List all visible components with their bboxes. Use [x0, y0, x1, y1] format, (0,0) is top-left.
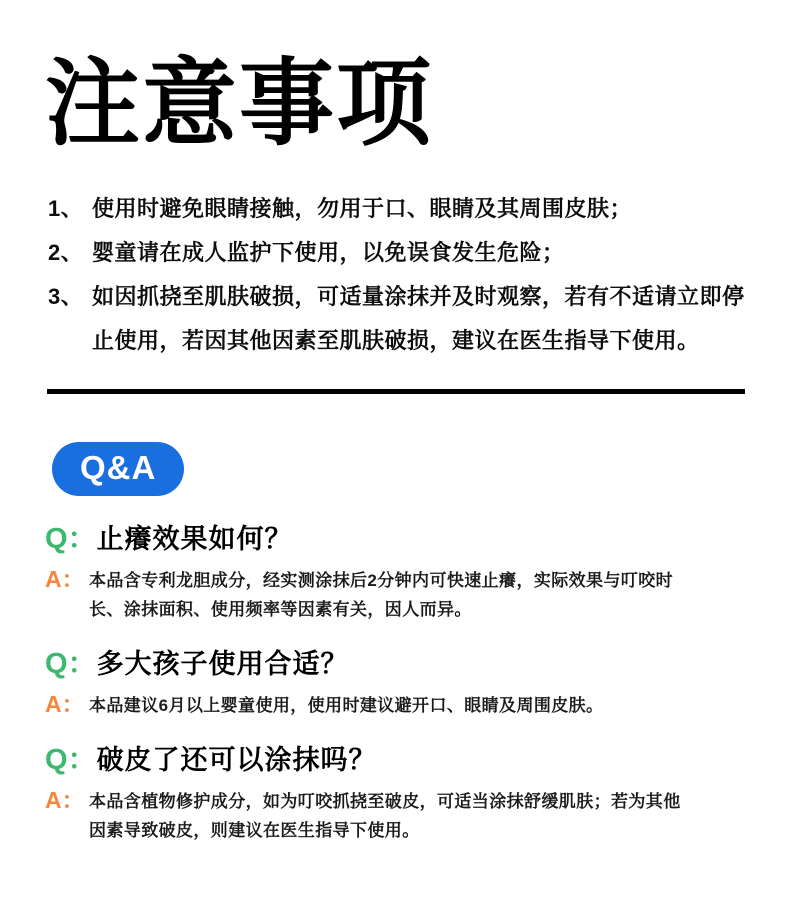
question-row	[45, 641, 790, 682]
answer-row	[45, 691, 790, 720]
answer-text: 本品建议6月以上婴童使用，使用时建议避开口、眼睛及周围皮肤。	[89, 696, 604, 716]
qa-item-2	[45, 641, 790, 720]
precaution-item-3	[48, 275, 748, 363]
answer-row	[45, 566, 790, 624]
question-label: Q：	[45, 523, 97, 556]
qa-item-1	[45, 516, 790, 624]
question-row	[45, 516, 790, 557]
precaution-item-1	[48, 187, 748, 231]
question-label: Q：	[45, 648, 97, 681]
answer-row	[45, 787, 790, 845]
precaution-number: 3、	[48, 284, 84, 310]
section-divider	[47, 389, 745, 394]
precaution-item-2	[48, 231, 748, 275]
precaution-number: 2、	[48, 240, 84, 266]
precaution-text: 婴童请在成人监护下使用，以免误食发生危险；	[92, 240, 565, 266]
answer-text: 本品含植物修护成分，如为叮咬抓挠至破皮，可适当涂抹舒缓肌肤；若为其他因素导致破皮，则建议在医生指导下使用。	[89, 792, 681, 841]
precaution-text: 使用时避免眼睛接触，勿用于口、眼睛及其周围皮肤；	[92, 196, 633, 222]
precaution-list	[48, 187, 748, 363]
page-title: 注意事项	[45, 51, 434, 157]
answer-label: A：	[45, 566, 85, 593]
answer-label: A：	[45, 691, 85, 718]
precaution-number: 1、	[48, 196, 84, 222]
qa-list	[45, 516, 790, 845]
precaution-text: 如因抓挠至肌肤破损，可适量涂抹并及时观察，若有不适请立即停止使用，若因其他因素至肌肤破损，建议在医生指导下使用。	[92, 284, 745, 354]
qa-badge: Q&A	[52, 442, 184, 496]
qa-item-3	[45, 737, 790, 845]
question-text: 破皮了还可以涂抹吗？	[96, 745, 377, 776]
answer-text: 本品含专利龙胆成分，经实测涂抹后2分钟内可快速止癢，实际效果与叮咬时长、涂抹面积、使用频率等因素有关，因人而异。	[89, 571, 674, 620]
question-text: 止癢效果如何？	[96, 524, 293, 555]
question-text: 多大孩子使用合适？	[96, 649, 349, 680]
answer-label: A：	[45, 787, 85, 814]
question-label: Q：	[45, 744, 97, 777]
question-row	[45, 737, 790, 778]
